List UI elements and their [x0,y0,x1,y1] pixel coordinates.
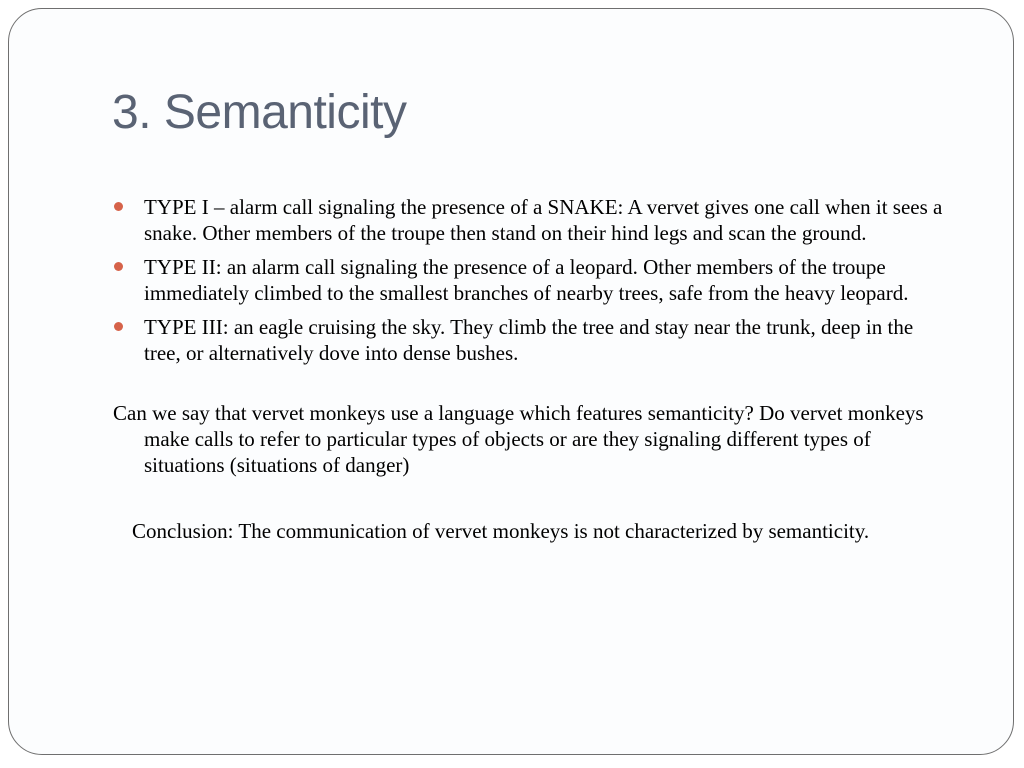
bullet-text: TYPE III: an eagle cruising the sky. They climb the tree and stay near the trunk, deep in the tree, or alternatively dove into dense bushes. [144,315,914,365]
conclusion-paragraph: Conclusion: The communication of vervet monkeys is not characterized by semanticity. [132,519,870,543]
bullet-dot-icon [114,202,123,211]
bullet-dot-icon [114,322,123,331]
bullet-dot-icon [114,262,123,271]
bullet-text: TYPE II: an alarm call signaling the presence of a leopard. Other members of the troupe immediately climbed to the smallest branches of nearby trees, safe from the heavy leopard. [144,255,909,305]
bullet-text: TYPE I – alarm call signaling the presence of a SNAKE: A vervet gives one call when it sees a snake. Other members of the troupe then stand on their hind legs and scan the ground. [144,195,943,245]
bullet-item-type-2 [113,254,953,306]
slide-title: 3. Semanticity [112,86,407,139]
question-paragraph: Can we say that vervet monkeys use a language which features semanticity? Do vervet monkeys make calls to refer to particular types of objects or are they signaling different types of situations (situations of danger) [113,401,924,477]
bullet-item-type-1 [113,194,953,246]
bullet-item-type-3 [113,314,953,366]
bullet-list [113,194,953,366]
slide-content [113,194,953,544]
